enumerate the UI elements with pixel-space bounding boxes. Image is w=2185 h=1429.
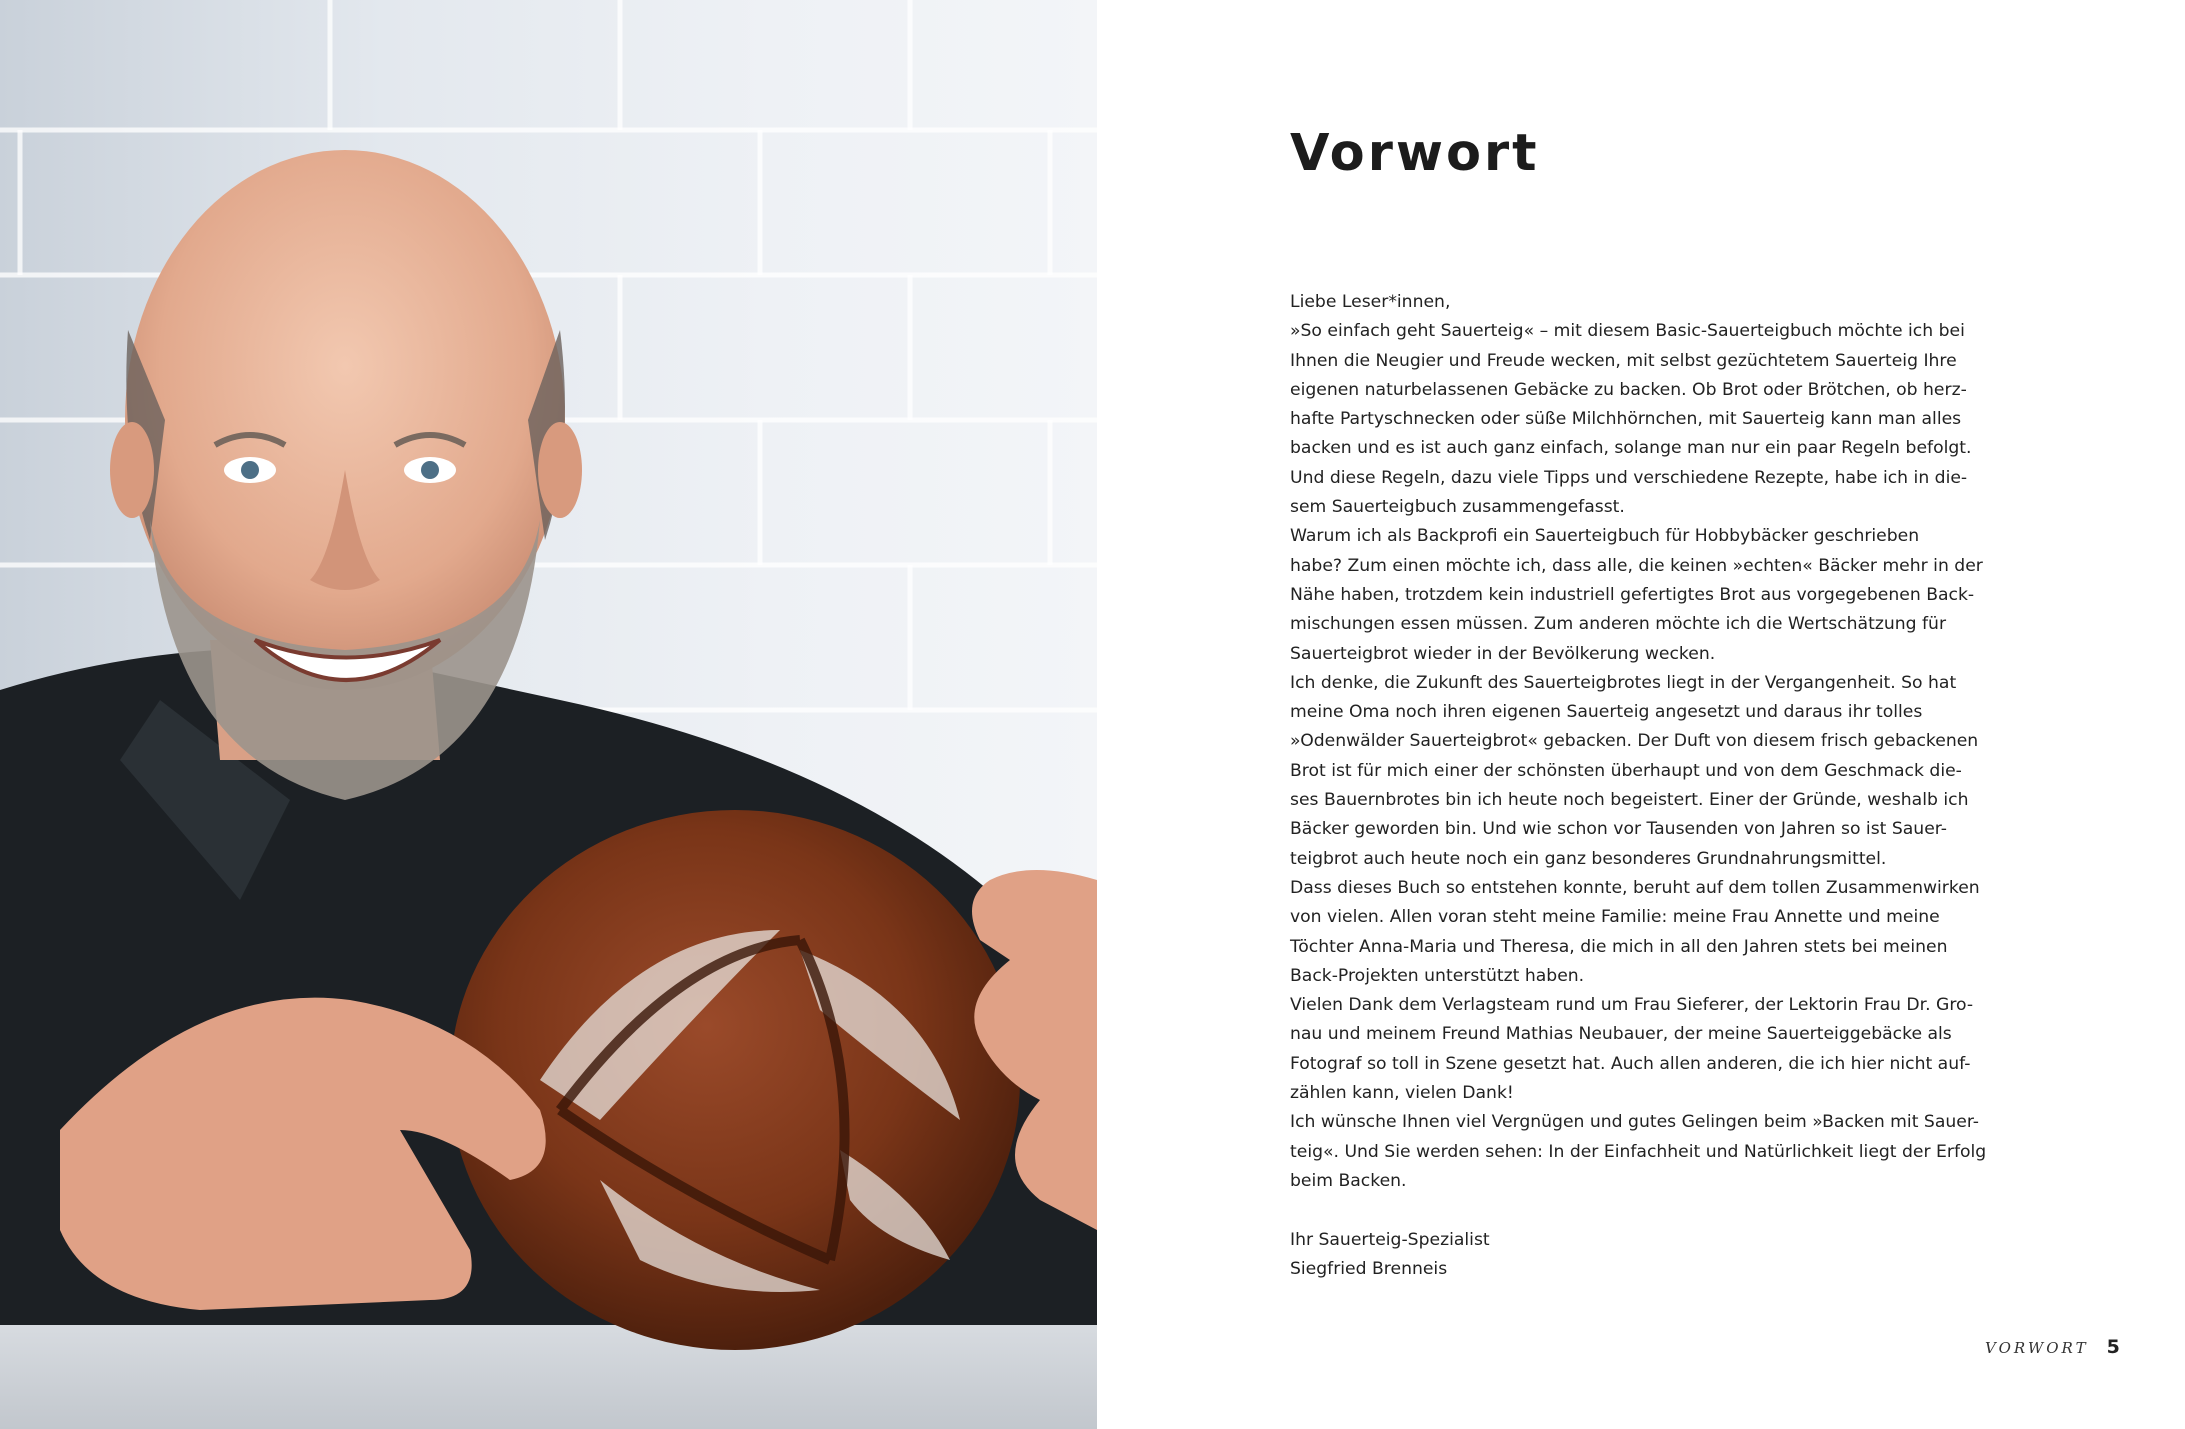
body-line: hafte Partyschnecken oder süße Milchhörnchen, mit Sauerteig kann man alles <box>1290 409 1962 430</box>
body-line: beim Backen. <box>1290 1170 1407 1191</box>
signature-line2: Siegfried Brenneis <box>1290 1258 1448 1279</box>
body-line: nau und meinem Freund Mathias Neubauer, der meine Sauerteiggebäcke als <box>1290 1024 1952 1045</box>
body-line: Töchter Anna-Maria und Theresa, die mich in all den Jahren stets bei meinen <box>1290 936 1948 957</box>
body-line: Nähe haben, trotzdem kein industriell gefertigtes Brot aus vorgegebenen Back- <box>1290 584 1975 605</box>
body-line: Bäcker geworden bin. Und wie schon vor Tausenden von Jahren so ist Sauer- <box>1290 819 1947 840</box>
body-line: eigenen naturbelassenen Gebäcke zu backen. Ob Brot oder Brötchen, ob herz- <box>1290 379 1967 400</box>
foreword-body <box>1290 288 2010 1284</box>
page-title: Vorwort <box>1290 124 1540 183</box>
body-line: teigbrot auch heute noch ein ganz besonderes Grundnahrungsmittel. <box>1290 848 1887 869</box>
running-head: VORWORT <box>1985 1339 2089 1357</box>
page-footer <box>1985 1336 2120 1358</box>
body-line: mischungen essen müssen. Zum anderen möchte ich die Wertschätzung für <box>1290 614 1947 635</box>
body-line: zählen kann, vielen Dank! <box>1290 1083 1514 1104</box>
body-line: Back-Projekten unterstützt haben. <box>1290 965 1585 986</box>
body-line: »Odenwälder Sauerteigbrot« gebacken. Der Duft von diesem frisch gebackenen <box>1290 731 1979 752</box>
body-line: Sauerteigbrot wieder in der Bevölkerung wecken. <box>1290 643 1716 664</box>
page-number: 5 <box>2106 1336 2120 1358</box>
body-line: Ich denke, die Zukunft des Sauerteigbrotes liegt in der Vergangenheit. So hat <box>1290 672 1957 693</box>
body-line: Fotograf so toll in Szene gesetzt hat. Auch allen anderen, die ich hier nicht auf- <box>1290 1053 1971 1074</box>
body-line: »So einfach geht Sauerteig« – mit diesem Basic-Sauerteigbuch möchte ich bei <box>1290 321 1965 342</box>
table-surface <box>0 1325 1097 1429</box>
body-line: Brot ist für mich einer der schönsten überhaupt und von dem Geschmack die- <box>1290 760 1962 781</box>
body-line: habe? Zum einen möchte ich, dass alle, die keinen »echten« Bäcker mehr in der <box>1290 555 1983 576</box>
body-line: Dass dieses Buch so entstehen konnte, beruht auf dem tollen Zusammenwirken <box>1290 877 1980 898</box>
body-line: ses Bauernbrotes bin ich heute noch begeistert. Einer der Gründe, weshalb ich <box>1290 790 1969 811</box>
body-line: Liebe Leser*innen, <box>1290 292 1451 312</box>
body-line: backen und es ist auch ganz einfach, solange man nur ein paar Regeln befolgt. <box>1290 438 1972 459</box>
body-line: von vielen. Allen voran steht meine Familie: meine Frau Annette und meine <box>1290 907 1940 928</box>
body-line: Warum ich als Backprofi ein Sauerteigbuch für Hobbybäcker geschrieben <box>1290 526 1920 547</box>
spacer <box>1290 1196 2010 1225</box>
body-line: Und diese Regeln, dazu viele Tipps und verschiedene Rezepte, habe ich in die- <box>1290 467 1968 488</box>
body-line: sem Sauerteigbuch zusammengefasst. <box>1290 497 1625 518</box>
body-line: Ihnen die Neugier und Freude wecken, mit selbst gezüchtetem Sauerteig Ihre <box>1290 350 1957 371</box>
signature-line1: Ihr Sauerteig-Spezialist <box>1290 1229 1490 1250</box>
body-line: Ich wünsche Ihnen viel Vergnügen und gutes Gelingen beim »Backen mit Sauer- <box>1290 1112 1979 1133</box>
body-line: teig«. Und Sie werden sehen: In der Einfachheit und Natürlichkeit liegt der Erfolg <box>1290 1141 1987 1162</box>
body-line: Vielen Dank dem Verlagsteam rund um Frau Sieferer, der Lektorin Frau Dr. Gro- <box>1290 995 1974 1016</box>
body-line: meine Oma noch ihren eigenen Sauerteig angesetzt und daraus ihr tolles <box>1290 702 1923 723</box>
